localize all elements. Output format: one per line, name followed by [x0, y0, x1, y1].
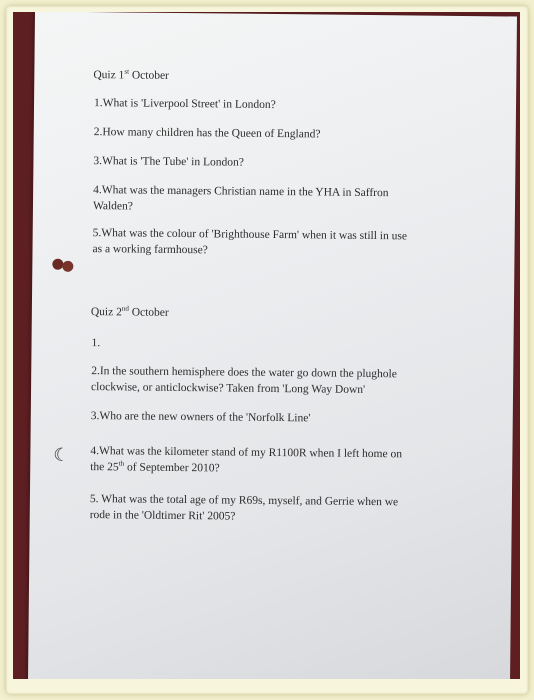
- quiz1-question-4: 4.What was the managers Christian name in the YHA in Saffron: [93, 184, 389, 200]
- punch-hole: [62, 261, 73, 272]
- quiz2-question-1: 1.: [91, 337, 101, 350]
- quiz1-title: Quiz 1st October: [93, 67, 169, 82]
- quiz2-question-5: 5. What was the total age of my R69s, myself, and Gerrie when we: [89, 493, 399, 509]
- quiz1-question-1: 1.What is 'Liverpool Street' in London?: [93, 97, 276, 112]
- quiz2-question-4: 4.What was the kilometer stand of my R1100R when I left home on: [90, 445, 403, 461]
- quiz-text: [35, 12, 517, 523]
- quiz2-question-4-cont: the 25th of September 2010?: [90, 459, 220, 475]
- quiz2-question-2: 2.In the southern hemisphere does the water go down the plughole: [91, 365, 397, 381]
- quiz2-question-3: 3.Who are the new owners of the 'Norfolk Line': [90, 410, 311, 425]
- quiz1-question-2: 2.How many children has the Queen of England?: [93, 126, 321, 141]
- quiz1-question-4-cont: Walden?: [92, 200, 133, 213]
- quiz1-question-5-cont: as a working farmhouse?: [92, 243, 208, 257]
- photo: [13, 12, 520, 679]
- quiz1-question-5: 5.What was the colour of 'Brighthouse Farm' when it was still in use: [92, 227, 408, 243]
- quiz-sheet: [28, 12, 517, 679]
- quiz1-question-3: 3.What is 'The Tube' in London?: [93, 155, 244, 169]
- quiz2-question-2-cont: clockwise, or anticlockwise? Taken from 'Long Way Down': [91, 381, 366, 396]
- quiz2-title: Quiz 2nd October: [90, 304, 169, 319]
- punch-hole-mark: ☾: [53, 444, 70, 466]
- quiz2-question-5-cont: rode in the 'Oldtimer Rit' 2005?: [89, 509, 236, 523]
